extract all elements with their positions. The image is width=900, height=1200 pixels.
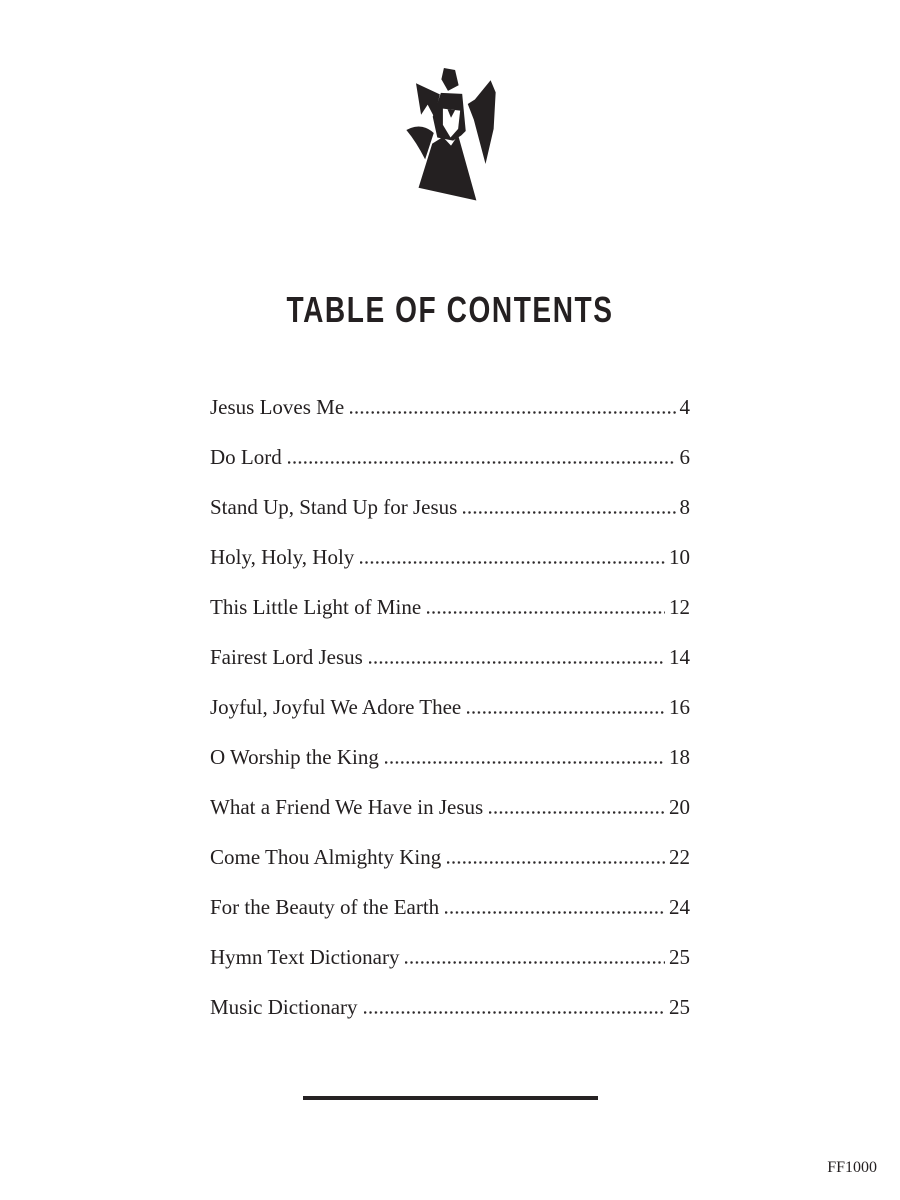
footer-code: FF1000 — [827, 1159, 877, 1176]
toc-entry-title: This Little Light of Mine — [210, 595, 422, 619]
toc-entry-title: Hymn Text Dictionary — [210, 945, 400, 969]
toc-entry-title: Joyful, Joyful We Adore Thee — [210, 695, 462, 719]
toc-entry-title: Holy, Holy, Holy — [210, 545, 355, 569]
toc-entry-title: Do Lord — [210, 445, 282, 469]
toc-row — [210, 582, 690, 632]
toc-row — [210, 632, 690, 682]
toc-page-number: 24 — [669, 895, 690, 919]
toc-leader-dots — [350, 410, 675, 414]
divider-line — [303, 1096, 598, 1100]
toc-page-number: 18 — [669, 745, 690, 769]
toc-row — [210, 932, 690, 982]
toc-page-number: 14 — [669, 645, 690, 669]
toc-leader-dots — [288, 460, 676, 464]
toc-entry-title: Stand Up, Stand Up for Jesus — [210, 495, 458, 519]
toc-page-number: 25 — [669, 945, 690, 969]
toc-entry-title: Music Dictionary — [210, 995, 358, 1019]
toc-entry-title: Jesus Loves Me — [210, 395, 345, 419]
toc-leader-dots — [369, 660, 665, 664]
toc-leader-dots — [447, 860, 665, 864]
toc-leader-dots — [463, 510, 675, 514]
toc-leader-dots — [489, 810, 665, 814]
toc-page-number: 6 — [679, 445, 690, 469]
toc-row — [210, 432, 690, 482]
toc-leader-dots — [364, 1010, 665, 1014]
angel-icon — [404, 66, 496, 202]
toc-leader-dots — [385, 760, 665, 764]
toc-row — [210, 382, 690, 432]
toc-row — [210, 532, 690, 582]
toc-entry-title: What a Friend We Have in Jesus — [210, 795, 484, 819]
toc-entry-title: Fairest Lord Jesus — [210, 645, 363, 669]
toc-leader-dots — [405, 960, 665, 964]
toc-row — [210, 682, 690, 732]
toc-row — [210, 782, 690, 832]
toc-row — [210, 882, 690, 932]
toc-page-number: 10 — [669, 545, 690, 569]
toc-leader-dots — [427, 610, 665, 614]
toc-page-number: 20 — [669, 795, 690, 819]
toc-entry-title: For the Beauty of the Earth — [210, 895, 440, 919]
toc-list — [210, 382, 690, 1032]
toc-row — [210, 482, 690, 532]
toc-page-number: 4 — [679, 395, 690, 419]
toc-leader-dots — [467, 710, 665, 714]
toc-entry-title: Come Thou Almighty King — [210, 845, 442, 869]
toc-page-number: 12 — [669, 595, 690, 619]
toc-page-number: 22 — [669, 845, 690, 869]
page-title: TABLE OF CONTENTS — [286, 289, 614, 330]
toc-page-number: 8 — [679, 495, 690, 519]
toc-leader-dots — [360, 560, 665, 564]
toc-leader-dots — [445, 910, 665, 914]
toc-entry-title: O Worship the King — [210, 745, 379, 769]
toc-page-number: 25 — [669, 995, 690, 1019]
toc-row — [210, 982, 690, 1032]
toc-row — [210, 832, 690, 882]
toc-page-number: 16 — [669, 695, 690, 719]
toc-row — [210, 732, 690, 782]
